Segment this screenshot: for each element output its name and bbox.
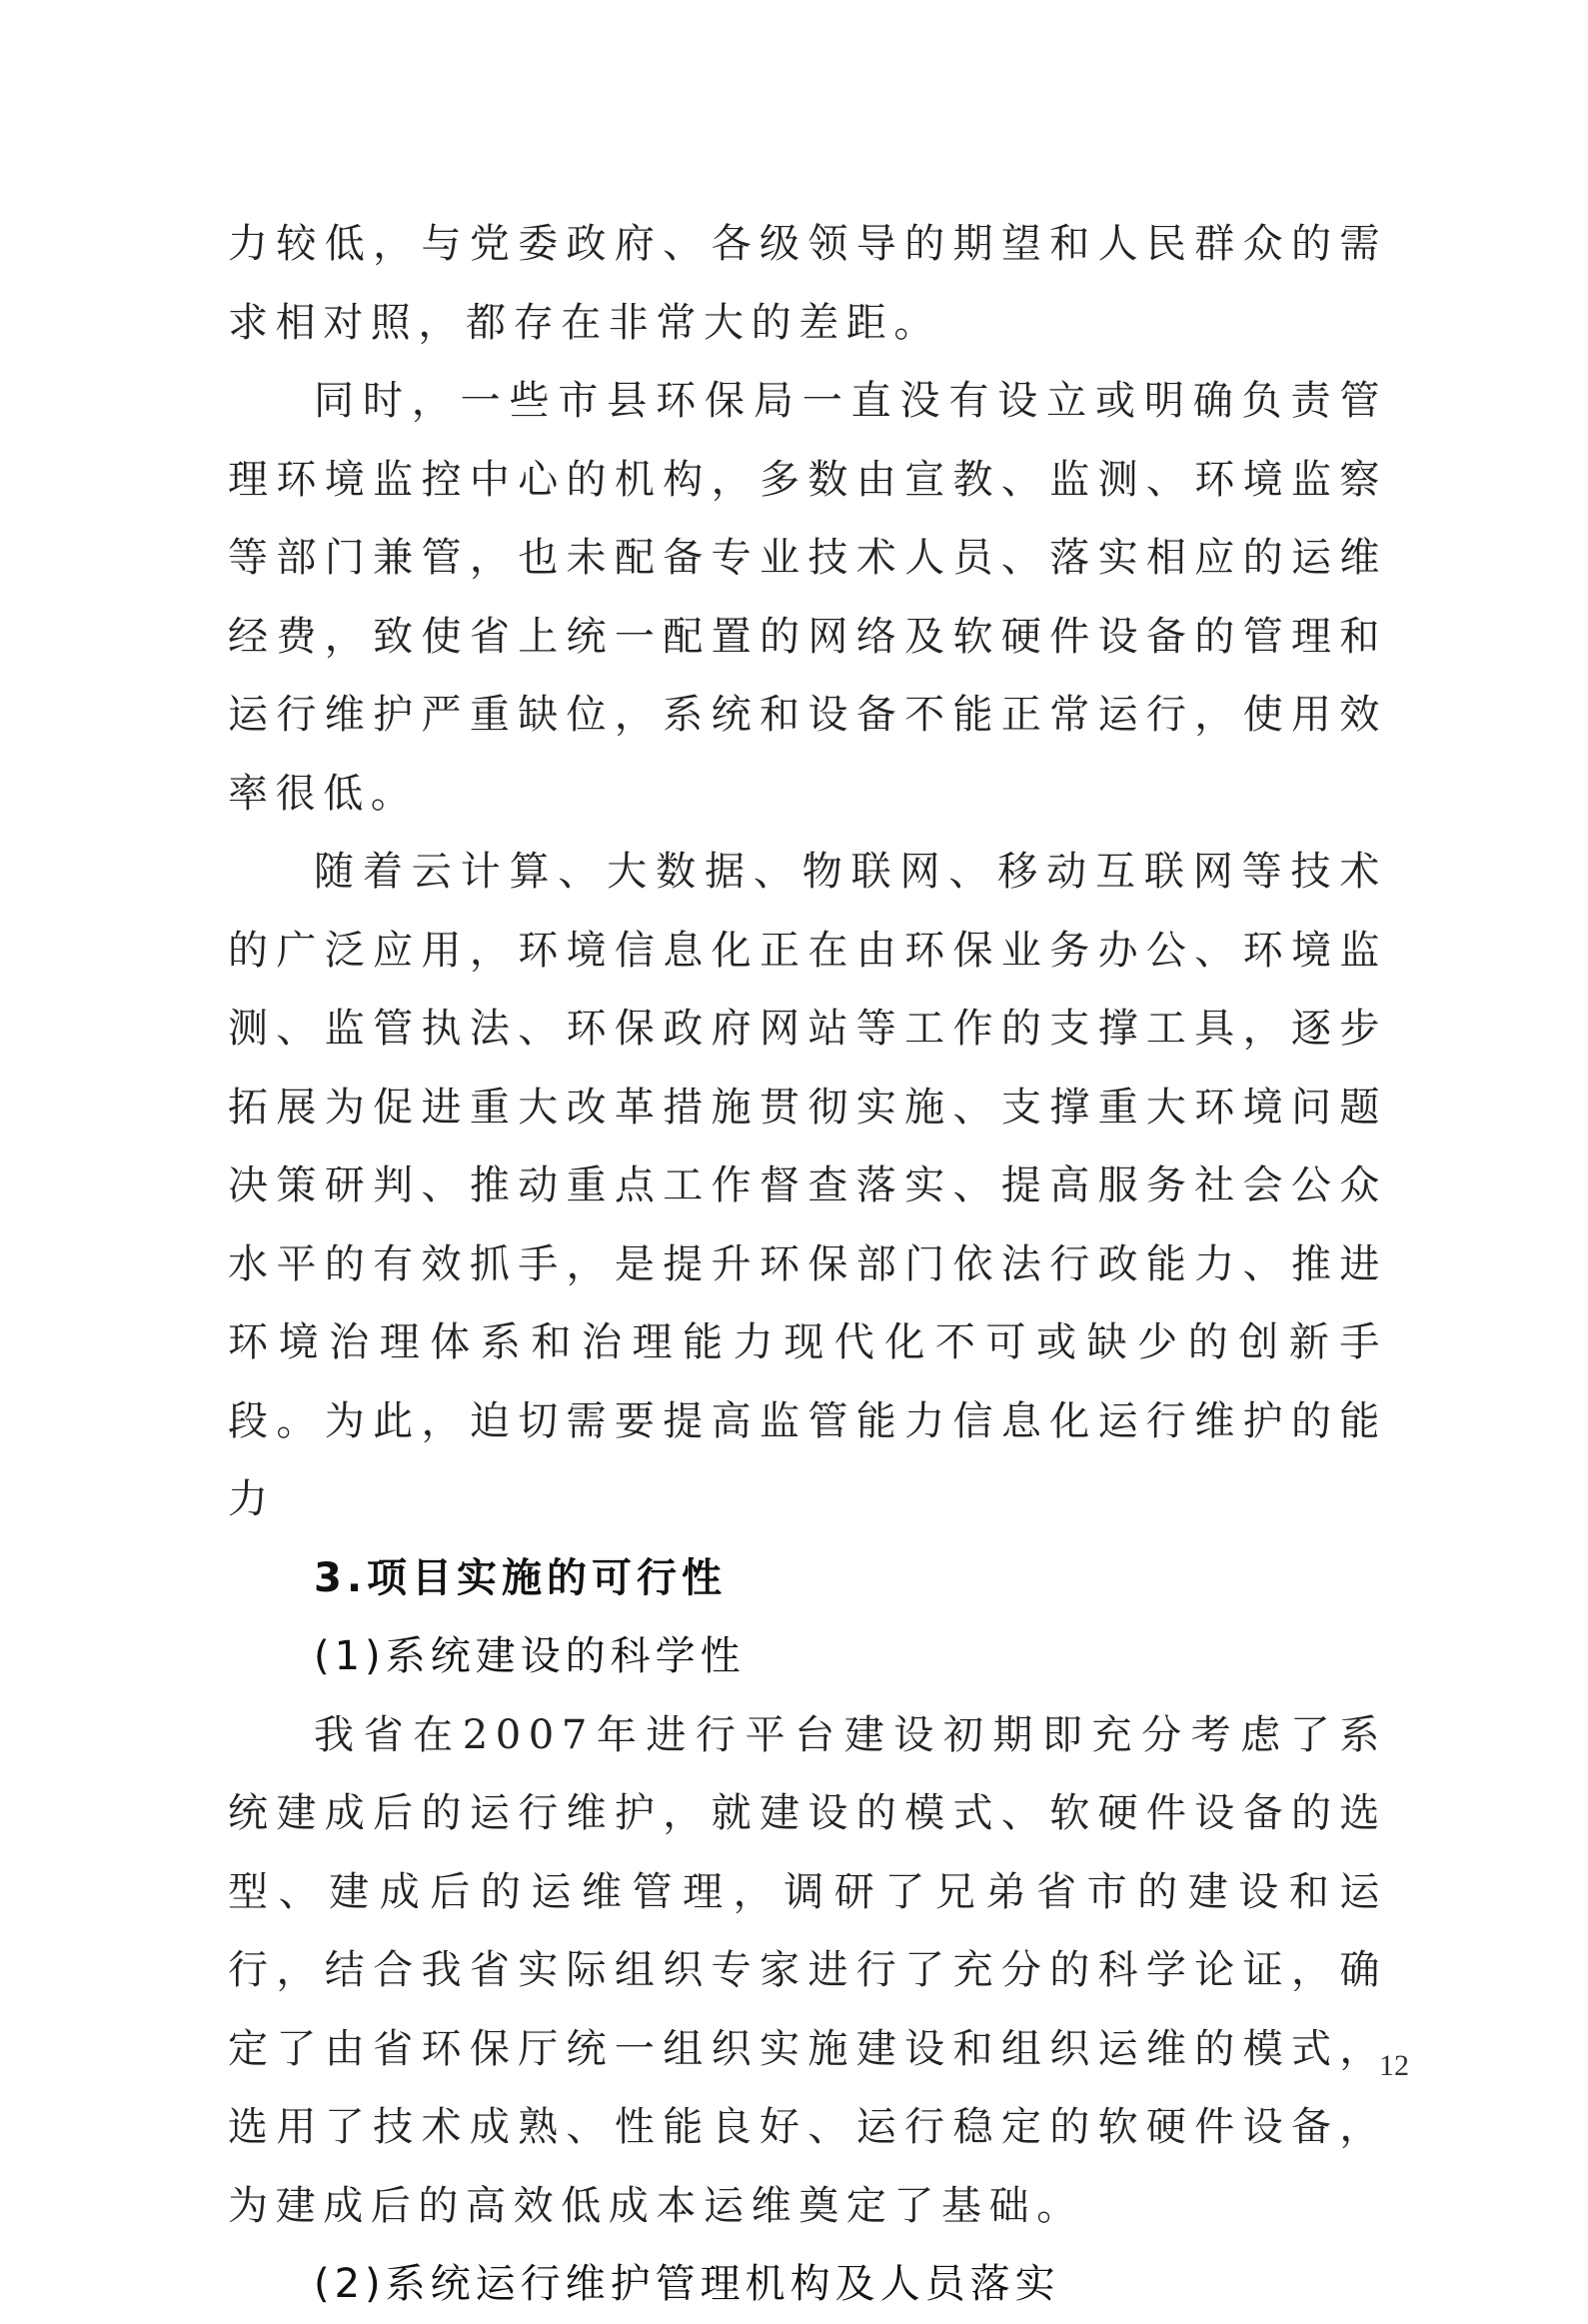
paragraph-informatization: 随着云计算、大数据、物联网、移动互联网等技术的广泛应用，环境信息化正在由环保业务办公、环境监测、监管执法、环保政府网站等工作的支撑工具，逐步拓展为促进重大改革措施贯彻实施、支撑重大环境问题决策研判、推动重点工作督查落实、提高服务社会公众水平的有效抓手，是提升环保部门依法行政能力、推进环境治理体系和治理能力现代化不可或缺少的创新手段。为此，迫切需要提高监管能力信息化运行维护的能力	[228, 849, 1387, 1522]
paragraph-monitoring-center: 同时，一些市县环保局一直没有设立或明确负责管理环境监控中心的机构，多数由宣教、监测、环境监察等部门兼管，也未配备专业技术人员、落实相应的运维经费，致使省上统一配置的网络及软硬件设备的管理和运行维护严重缺位，系统和设备不能正常运行，使用效率很低。	[228, 378, 1387, 817]
paragraph-system-construction: 我省在2007年进行平台建设初期即充分考虑了系统建成后的运行维护，就建设的模式、软硬件设备的选型、建成后的运维管理，调研了兄弟省市的建设和运行，结合我省实际组织专家进行了充分的科学论证，确定了由省环保厅统一组织实施建设和组织运维的模式，选用了技术成熟、性能良好、运行稳定的软硬件设备，为建成后的高效低成本运维奠定了基础。	[228, 1711, 1387, 2229]
paragraph-continuation: 力较低，与党委政府、各级领导的期望和人民群众的需求相对照，都存在非常大的差距。	[228, 221, 1387, 346]
document-body	[228, 205, 1387, 2324]
subsection-heading-1: (1)系统建设的科学性	[314, 1633, 746, 1679]
subsection-heading-2: (2)系统运行维护管理机构及人员落实	[314, 2261, 1060, 2307]
section-heading: 3.项目实施的可行性	[314, 1554, 728, 1601]
page-number: 12	[1379, 2049, 1409, 2082]
